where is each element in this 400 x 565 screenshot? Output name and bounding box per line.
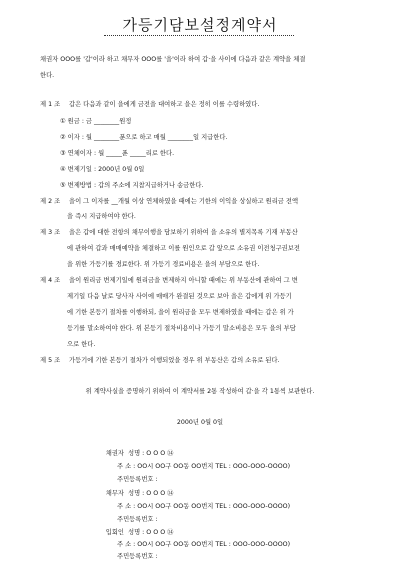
party-1-address: 주 소 : OO시 OO구 OO동 OO번지 TEL : OOO-OOO-OOOO)	[117, 463, 291, 470]
article-2-line-1: 을이 그 이자를 __개월 이상 연체하였을 때에는 기한의 이익을 상실하고 원리금 전액	[69, 198, 299, 205]
intro-line-2: 한다.	[40, 72, 55, 79]
article-3-label: 제 3 조	[40, 229, 61, 236]
article-1-item-2: ② 이자 : 월 ________푼으로 하고 매월 ________일 지급한다.	[60, 134, 228, 141]
article-4-line-5: 으로 한다.	[67, 341, 96, 348]
title-underline	[104, 35, 294, 36]
article-3-line-1: 을은 갑에 대한 전항의 채무이행을 담보하기 위하여 을 소유의 별지목록 기재 부동산	[69, 229, 298, 236]
party-1-name: 성명 : O O O ㉞	[128, 450, 174, 457]
party-2-name: 성명 : O O O ㉞	[128, 490, 174, 497]
contract-date: 2000년 0월 0일	[176, 419, 224, 426]
closing-statement: 위 계약사실을 증명하기 위하여 이 계약서를 2통 작성하여 갑·을 각 1통씩 보관한다.	[85, 388, 315, 395]
article-1-item-5: ⑤ 변제방법 : 갑의 주소에 지참지급하거나 송금한다.	[60, 182, 204, 189]
article-4-line-3: 에 기한 본등기 절차를 이행하되, 을이 원리금을 모두 변제하였을 때에는 갑은 위 가	[67, 309, 294, 316]
party-2-role: 채무자	[105, 490, 124, 497]
article-4-line-2: 제기일 다음 날로 당사자 사이에 매매가 완결된 것으로 보아 을은 갑에게 위 가등기	[67, 293, 292, 300]
article-2-line-2: 을 즉시 지급하여야 한다.	[67, 213, 136, 220]
party-3-name-line	[90, 529, 173, 537]
article-5	[40, 357, 280, 365]
article-3-line-3: 을 위한 가등기를 경료한다. 위 가등기 경료비용은 을의 부담으로 한다.	[67, 261, 260, 268]
article-4	[40, 277, 298, 285]
article-3-line-2: 에 관하여 갑과 매매예약을 체결하고 이를 원인으로 갑 앞으로 소유권 이전청구권보전	[67, 245, 300, 252]
article-3	[40, 229, 298, 237]
party-3-address: 주 소 : OO시 OO구 OO동 OO번지 TEL : OOO-OOO-OOOO)	[117, 541, 291, 548]
article-4-label: 제 4 조	[40, 277, 61, 284]
article-1-text: 갑은 다음과 같이 을에게 금전을 대여하고 을은 정히 이를 수령하였다.	[69, 101, 260, 108]
party-3-id: 주민등록번호 :	[117, 553, 158, 560]
intro-line-1: 채권자 OOO를 '갑'이라 하고 채무자 OOO를 '을'이라 하여 갑·을 사이에 다음과 같은 계약을 체결	[40, 56, 306, 63]
article-2	[40, 198, 298, 206]
article-5-text: 가등기에 기한 본등기 절차가 이행되었을 경우 위 부동산은 갑의 소유로 된다.	[69, 357, 280, 364]
article-1-label: 제 1 조	[40, 101, 61, 108]
document-title: 가등기담보설정계약서	[122, 16, 278, 34]
article-4-line-4: 등기를 말소하여야 한다. 위 본등기 절차비용이나 가등기 말소비용은 모두 을의 부담	[67, 325, 296, 332]
party-3-name: 성명 : O O O ㉞	[128, 529, 174, 536]
article-1-item-1: ① 원금 : 금 ________원정	[60, 118, 132, 125]
party-3-role: 입회인	[105, 529, 124, 536]
party-2-name-line	[90, 490, 173, 498]
article-5-label: 제 5 조	[40, 357, 61, 364]
party-1-id: 주민등록번호 :	[117, 476, 158, 483]
party-2-id: 주민등록번호 :	[117, 516, 158, 523]
article-4-line-1: 을이 원리금 변제기일에 원리금을 변제하지 아니할 때에는 위 부동산에 관하여 그 변	[69, 277, 298, 284]
article-2-label: 제 2 조	[40, 198, 61, 205]
party-2-address: 주 소 : OO시 OO구 OO동 OO번지 TEL : OOO-OOO-OOOO)	[117, 503, 291, 510]
party-1-name-line	[90, 450, 173, 458]
article-1	[40, 101, 259, 109]
article-1-item-4: ④ 변제기일 : 2000년 0월 0일	[60, 166, 145, 173]
party-1-role: 채권자	[105, 450, 124, 457]
article-1-item-3: ③ 연체이자 : 월 _____푼 _____리로 한다.	[60, 150, 175, 157]
